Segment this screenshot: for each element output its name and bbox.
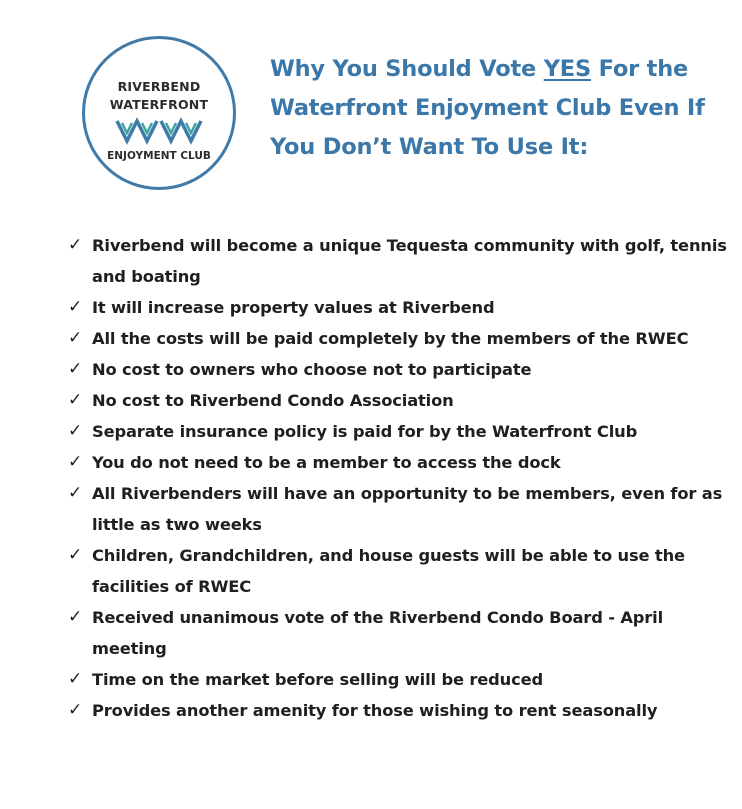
checkmark-icon: ✓ xyxy=(68,390,83,410)
club-logo xyxy=(82,36,236,190)
checkmark-icon: ✓ xyxy=(68,700,83,720)
list-item xyxy=(68,323,728,354)
checkmark-icon: ✓ xyxy=(68,483,83,503)
checkmark-icon: ✓ xyxy=(68,545,83,565)
reasons-list xyxy=(68,230,728,726)
list-item-text: All the costs will be paid completely by the members of the RWEC xyxy=(92,329,689,348)
list-item-text: Children, Grandchildren, and house guests will be able to use the facilities of RWEC xyxy=(92,546,685,596)
list-item xyxy=(68,354,728,385)
list-item xyxy=(68,664,728,695)
list-item xyxy=(68,602,728,664)
checkmark-icon: ✓ xyxy=(68,359,83,379)
list-item-text: It will increase property values at Riverbend xyxy=(92,298,495,317)
checkmark-icon: ✓ xyxy=(68,452,83,472)
page-title xyxy=(270,50,730,167)
logo-line-1: RIVERBEND xyxy=(117,79,201,94)
list-item-text: All Riverbenders will have an opportunity to be members, even for as little as two weeks xyxy=(92,484,723,534)
wave-chevrons-icon xyxy=(115,117,205,147)
list-item-text: Time on the market before selling will be reduced xyxy=(92,670,543,689)
checkmark-icon: ✓ xyxy=(68,297,83,317)
list-item-text: Received unanimous vote of the Riverbend Condo Board - April meeting xyxy=(92,608,664,658)
title-yes: YES xyxy=(543,56,591,82)
checkmark-icon: ✓ xyxy=(68,607,83,627)
checkmark-icon: ✓ xyxy=(68,669,83,689)
list-item xyxy=(68,292,728,323)
list-item-text: Separate insurance policy is paid for by the Waterfront Club xyxy=(92,422,638,441)
logo-line-3: ENJOYMENT CLUB xyxy=(107,150,211,162)
list-item xyxy=(68,385,728,416)
list-item-text: Provides another amenity for those wishing to rent seasonally xyxy=(92,701,658,720)
list-item xyxy=(68,478,728,540)
checkmark-icon: ✓ xyxy=(68,328,83,348)
list-item xyxy=(68,695,728,726)
list-item xyxy=(68,540,728,602)
list-item xyxy=(68,416,728,447)
title-part-1: Why You Should Vote xyxy=(270,56,544,82)
list-item-text: No cost to Riverbend Condo Association xyxy=(92,391,454,410)
list-item-text: You do not need to be a member to access the dock xyxy=(92,453,561,472)
logo-line-2: WATERFRONT xyxy=(109,97,209,112)
list-item-text: No cost to owners who choose not to participate xyxy=(92,360,532,379)
checkmark-icon: ✓ xyxy=(68,421,83,441)
checkmark-icon: ✓ xyxy=(68,235,83,255)
list-item-text: Riverbend will become a unique Tequesta community with golf, tennis and boating xyxy=(92,236,727,286)
title-part-2: For the Waterfront Enjoyment Club Even If You Don’t Want To Use It: xyxy=(270,56,705,160)
list-item xyxy=(68,447,728,478)
list-item xyxy=(68,230,728,292)
